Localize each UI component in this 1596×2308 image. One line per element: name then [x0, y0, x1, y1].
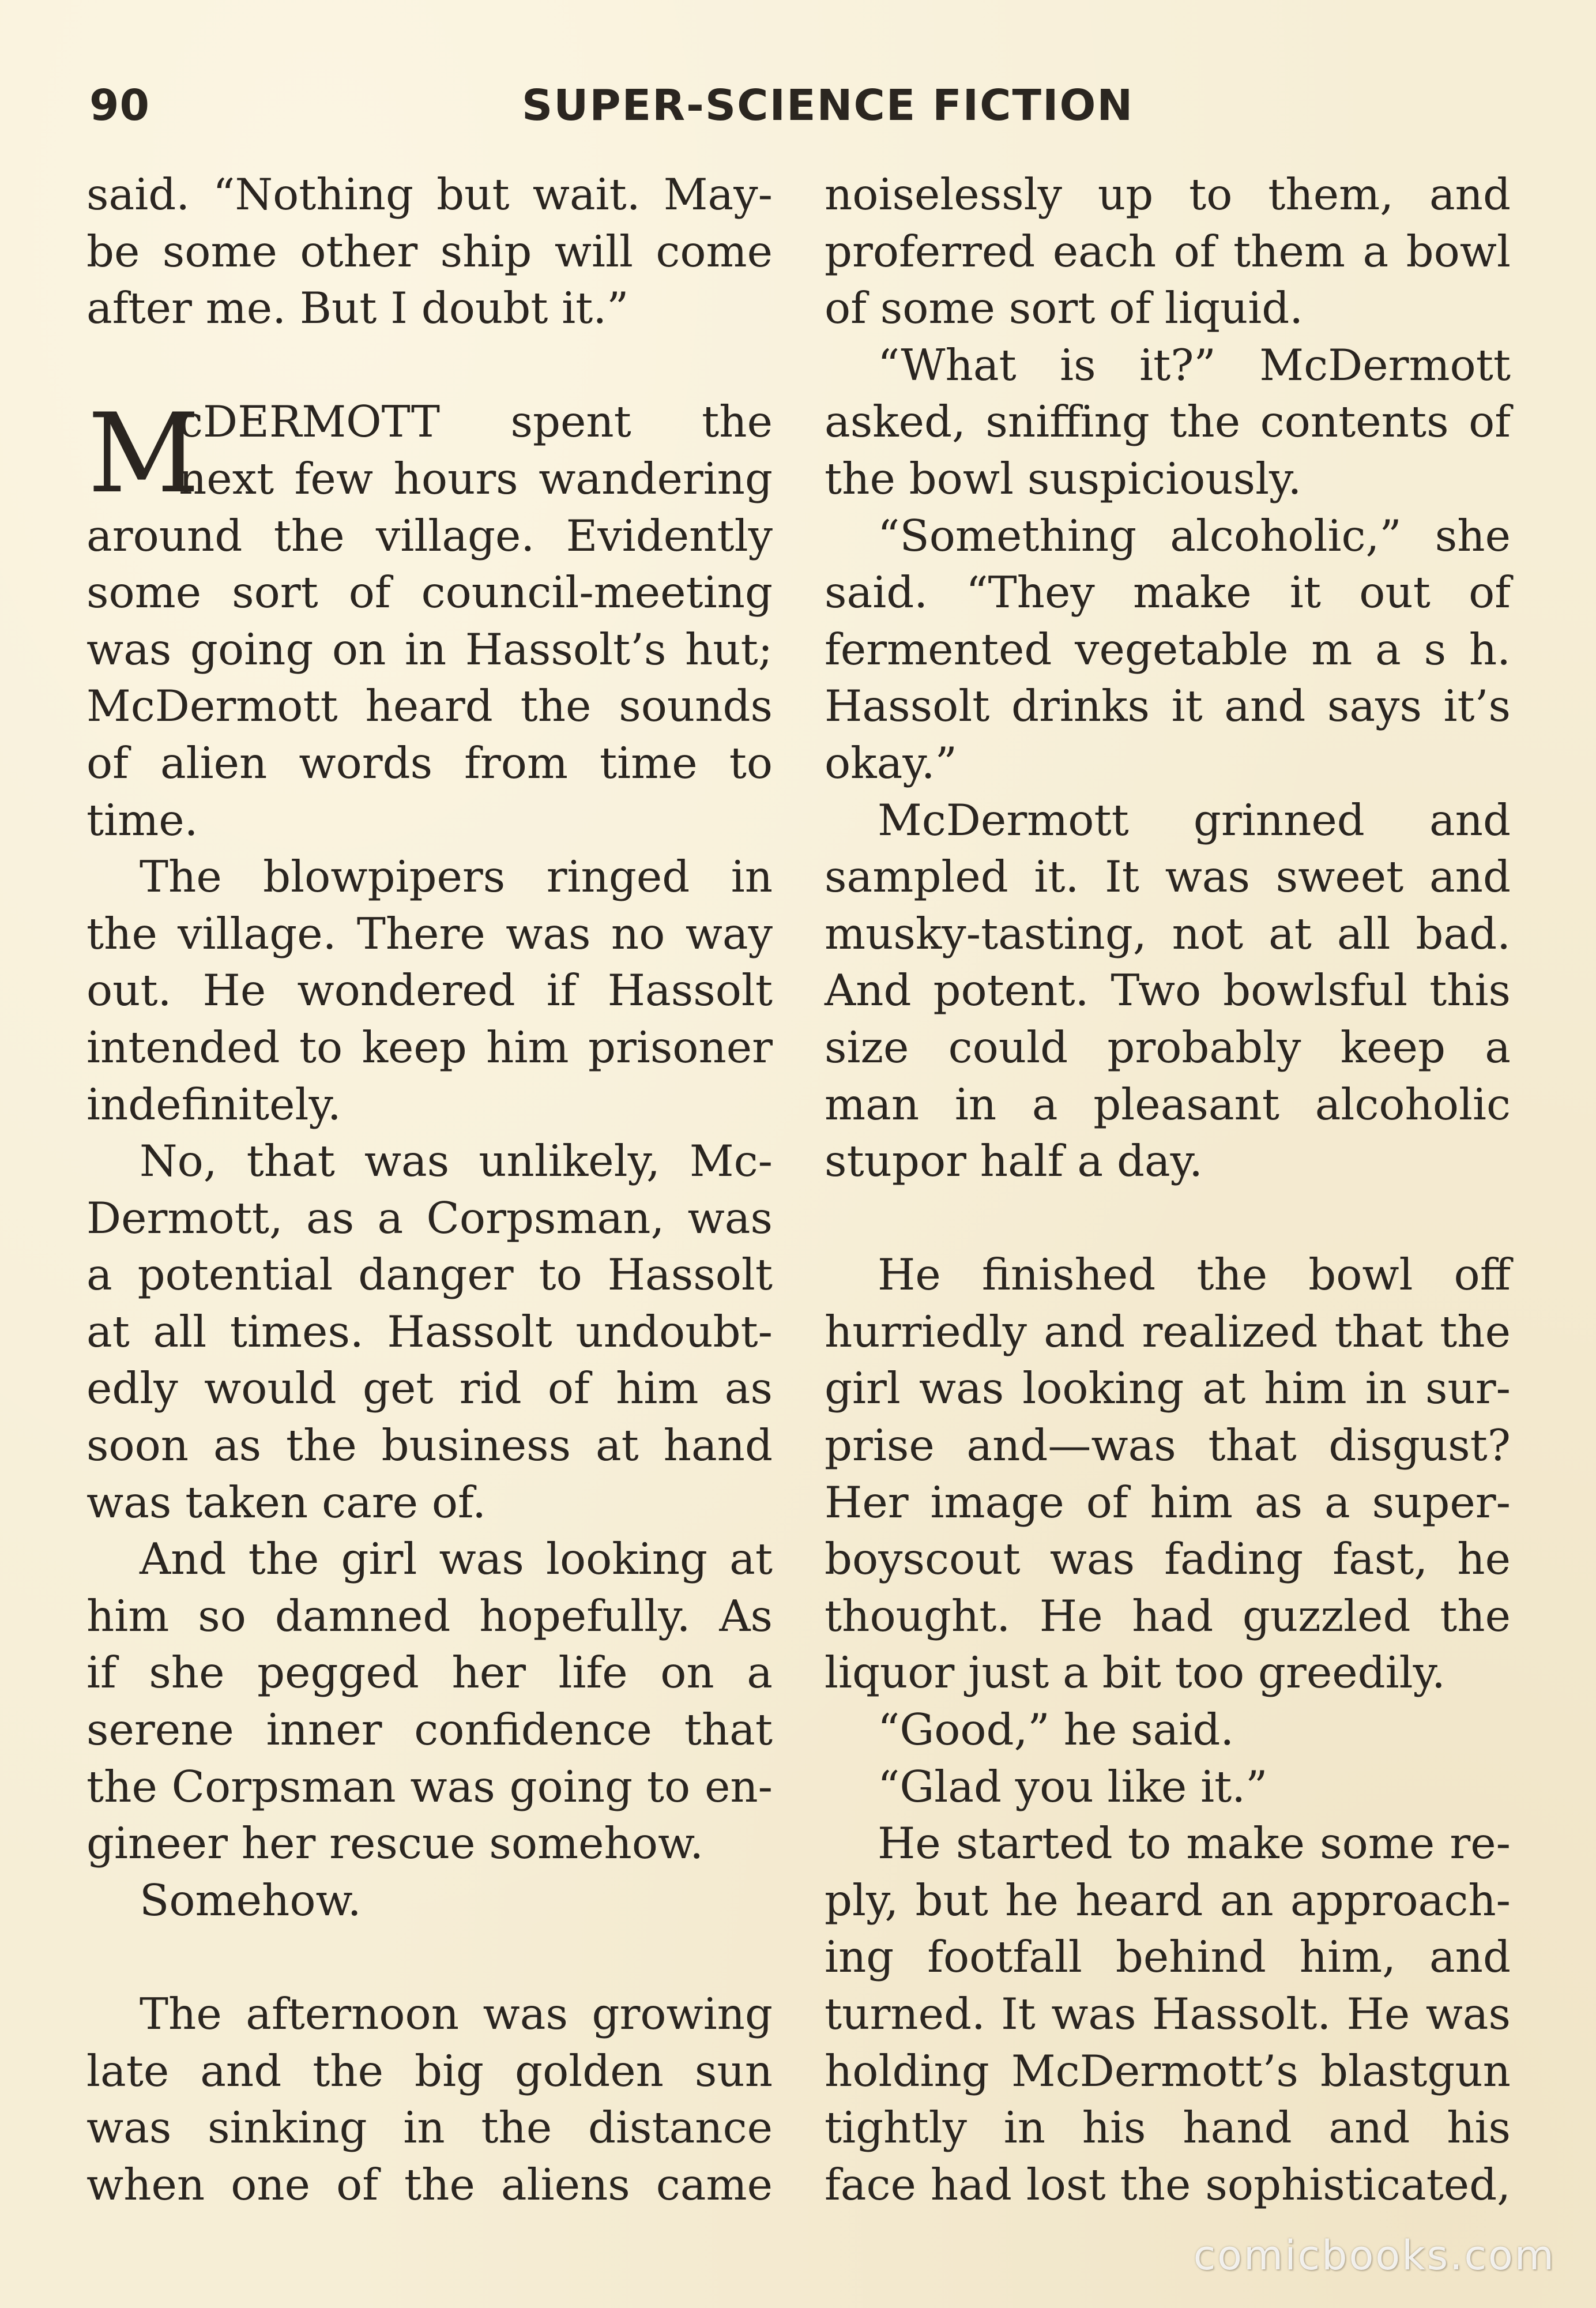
text-line: some sort of council-meeting — [86, 567, 773, 618]
right-column — [825, 166, 1511, 2213]
text-line: The afternoon was growing — [140, 1989, 773, 2039]
page-header — [89, 81, 1508, 144]
text-line: sampled it. It was sweet and — [825, 851, 1511, 903]
text-line: liquor just a bit too greedily. — [825, 1647, 1446, 1698]
text-line: Dermott, as a Corpsman, was — [86, 1192, 773, 1243]
text-line: the Corpsman was going to en- — [86, 1761, 773, 1812]
text-line: edly would get rid of him as — [86, 1363, 773, 1414]
text-line: serene inner confidence that — [86, 1704, 773, 1756]
text-line: was going on in Hassolt’s hut; — [86, 623, 773, 675]
text-line: McDermott grinned and — [878, 794, 1511, 845]
text-line: him so damned hopefully. As — [86, 1590, 773, 1641]
text-line: hurriedly and realized that the — [825, 1306, 1511, 1357]
page-number: 90 — [89, 81, 150, 130]
text-line: of alien words from time to — [86, 737, 773, 788]
text-line: man in a pleasant alcoholic — [825, 1078, 1511, 1130]
text-line: after me. But I doubt it.” — [86, 283, 629, 334]
text-line: stupor half a day. — [825, 1136, 1203, 1187]
text-line: turned. It was Hassolt. He was — [825, 1989, 1511, 2039]
text-line: “Good,” he said. — [878, 1704, 1234, 1756]
text-line: And the girl was looking at — [140, 1533, 773, 1585]
text-line: soon as the business at hand — [86, 1420, 773, 1471]
text-line: a potential danger to Hassolt — [86, 1249, 773, 1300]
text-line: if she pegged her life on a — [86, 1647, 773, 1698]
text-line: girl was looking at him in sur- — [825, 1363, 1511, 1414]
text-line: out. He wondered if Hassolt — [86, 965, 773, 1016]
text-line: cDERMOTT spent the — [179, 396, 773, 448]
text-line: The blowpipers ringed in — [140, 851, 773, 903]
text-line: thought. He had guzzled the — [825, 1590, 1511, 1641]
text-line: said. “Nothing but wait. May- — [86, 169, 773, 220]
text-line: “What is it?” McDermott — [878, 339, 1511, 390]
text-line: intended to keep him prisoner — [86, 1021, 773, 1073]
text-line: noiselessly up to them, and — [825, 169, 1511, 220]
text-line: proferred each of them a bowl — [825, 225, 1511, 277]
text-line: Somehow. — [140, 1874, 362, 1926]
text-line: of some sort of liquid. — [825, 283, 1304, 334]
text-line: holding McDermott’s blastgun — [825, 2045, 1511, 2096]
text-line: size could probably keep a — [825, 1021, 1511, 1073]
text-line: the village. There was no way — [86, 908, 773, 959]
text-line: said. “They make it out of — [825, 567, 1511, 618]
text-line: McDermott heard the sounds — [86, 681, 773, 732]
text-line: ply, but he heard an approach- — [825, 1874, 1511, 1926]
text-line: when one of the aliens came — [86, 2159, 773, 2210]
left-column — [86, 166, 773, 2213]
text-line: gineer her rescue somehow. — [86, 1818, 704, 1869]
text-line: okay.” — [825, 737, 957, 788]
text-line: Hassolt drinks it and says it’s — [825, 681, 1511, 732]
text-line: time. — [86, 794, 198, 845]
text-line: tightly in his hand and his — [825, 2102, 1511, 2153]
text-line: And potent. Two bowlsful this — [825, 965, 1511, 1016]
text-line: the bowl suspiciously. — [825, 453, 1302, 504]
text-line: “Something alcoholic,” she — [878, 510, 1511, 561]
running-head: SUPER-SCIENCE FICTION — [522, 81, 1134, 130]
text-line: He finished the bowl off — [878, 1249, 1511, 1300]
watermark: comicbooks.com — [1193, 2232, 1556, 2279]
text-line: Her image of him as a super- — [825, 1476, 1511, 1528]
dropcap-paragraph — [86, 390, 773, 518]
text-line: was sinking in the distance — [86, 2102, 773, 2153]
text-line: around the village. Evidently — [86, 510, 773, 561]
text-line: No, that was unlikely, Mc- — [140, 1136, 773, 1187]
text-line: indefinitely. — [86, 1078, 341, 1130]
text-line: was taken care of. — [86, 1476, 486, 1528]
drop-cap: M — [88, 390, 200, 518]
text-line: prise and—was that disgust? — [825, 1420, 1511, 1471]
text-line: next few hours wandering — [179, 453, 773, 504]
text-line: face had lost the sophisticated, — [825, 2159, 1511, 2210]
text-line: He started to make some re- — [878, 1818, 1511, 1869]
text-line: ing footfall behind him, and — [825, 1931, 1511, 1983]
text-line: musky-tasting, not at all bad. — [825, 908, 1511, 959]
text-line: boyscout was fading fast, he — [825, 1533, 1511, 1585]
text-line: at all times. Hassolt undoubt- — [86, 1306, 773, 1357]
text-line: be some other ship will come — [86, 225, 773, 277]
text-line: fermented vegetable m a s h. — [825, 623, 1511, 675]
text-line: “Glad you like it.” — [878, 1761, 1268, 1812]
text-line: late and the big golden sun — [86, 2045, 773, 2096]
text-line: asked, sniffing the contents of — [825, 396, 1511, 448]
